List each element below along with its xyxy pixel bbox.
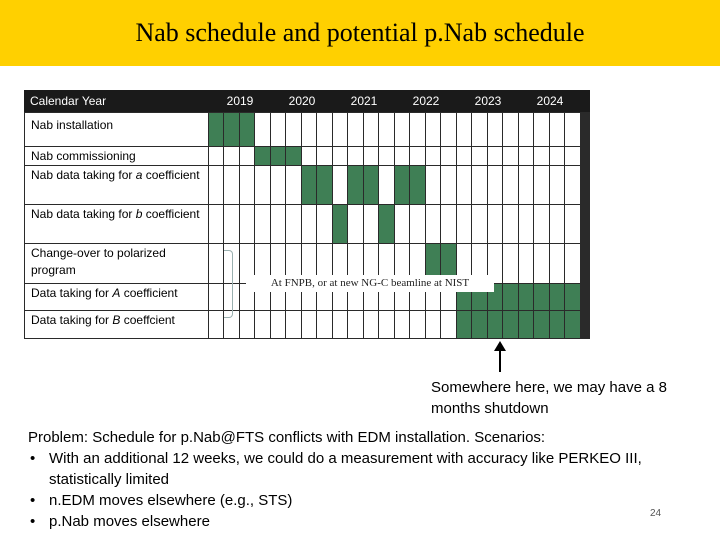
schedule-cell [534, 284, 549, 310]
schedule-cell [379, 147, 394, 165]
row-label: Data taking for B coeffcient [25, 311, 208, 338]
schedule-cell [488, 147, 503, 165]
scenario-list [28, 448, 698, 532]
schedule-cell [240, 147, 255, 165]
schedule-cell [519, 147, 534, 165]
label-symbol: A [112, 286, 121, 300]
schedule-cell [395, 166, 410, 204]
schedule-cell [550, 166, 565, 204]
schedule-cell [286, 205, 301, 243]
schedule-cell [255, 147, 270, 165]
schedule-cell [457, 113, 472, 146]
schedule-cell [503, 166, 518, 204]
schedule-cell [426, 113, 441, 146]
schedule-cell [240, 166, 255, 204]
schedule-cell [457, 311, 472, 338]
schedule-cell [317, 311, 332, 338]
calendar-year-label: Calendar Year [30, 94, 107, 108]
schedule-cell [379, 311, 394, 338]
slide-title: Nab schedule and potential p.Nab schedule [135, 18, 585, 47]
year-label: 2024 [536, 94, 564, 108]
schedule-cell [209, 113, 224, 146]
schedule-cell [209, 205, 224, 243]
schedule-cell [488, 311, 503, 338]
schedule-cell [410, 113, 425, 146]
schedule-cell [503, 113, 518, 146]
schedule-cell [472, 147, 487, 165]
schedule-cell [240, 113, 255, 146]
schedule-cell [565, 244, 580, 283]
year-label: 2019 [226, 94, 254, 108]
schedule-cell [565, 113, 580, 146]
year-label: 2021 [350, 94, 378, 108]
schedule-cell [426, 166, 441, 204]
schedule-cell [271, 147, 286, 165]
schedule-cell [379, 166, 394, 204]
schedule-cell [224, 205, 239, 243]
schedule-cell [333, 113, 348, 146]
year-label: 2020 [288, 94, 316, 108]
schedule-cell [364, 205, 379, 243]
schedule-cell [317, 147, 332, 165]
schedule-cell [395, 147, 410, 165]
schedule-cell [550, 147, 565, 165]
schedule-cell [209, 147, 224, 165]
schedule-cell [209, 311, 224, 338]
scenario-text: With an additional 12 weeks, we could do a measurement with accuracy like PERKEO III, statistically limited [49, 450, 642, 488]
schedule-cell [364, 311, 379, 338]
row-label: Nab installation [25, 113, 208, 146]
schedule-cell [519, 311, 534, 338]
schedule-cell [317, 205, 332, 243]
schedule-cell [534, 147, 549, 165]
year-label: 2022 [412, 94, 440, 108]
schedule-cell [240, 311, 255, 338]
scenario-item [28, 511, 698, 532]
schedule-cell [441, 205, 456, 243]
schedule-cell [286, 113, 301, 146]
schedule-cell [333, 311, 348, 338]
schedule-cell [333, 147, 348, 165]
schedule-cell [317, 113, 332, 146]
schedule-cell [364, 147, 379, 165]
schedule-cell [503, 244, 518, 283]
schedule-cell [550, 244, 565, 283]
row-label: Nab data taking for a coefficient [25, 166, 208, 204]
schedule-cell [224, 166, 239, 204]
schedule-cell [333, 166, 348, 204]
schedule-cell [302, 205, 317, 243]
schedule-cell [550, 284, 565, 310]
row-label: Change-over to polarized program [25, 244, 208, 283]
shutdown-annotation: Somewhere here, we may have a 8 months shutdown [431, 379, 667, 417]
scenario-text: n.EDM moves elsewhere (e.g., STS) [49, 492, 293, 509]
schedule-cell [271, 113, 286, 146]
schedule-cell [302, 147, 317, 165]
schedule-cell [441, 311, 456, 338]
schedule-cell [550, 311, 565, 338]
schedule-cell [519, 284, 534, 310]
schedule-cell [519, 166, 534, 204]
schedule-cell [410, 205, 425, 243]
schedule-table [24, 90, 590, 339]
scenario-item [28, 448, 698, 490]
bracket-marker [224, 250, 233, 318]
schedule-cell [410, 166, 425, 204]
schedule-cell [240, 205, 255, 243]
schedule-cell [348, 311, 363, 338]
schedule-cell [286, 166, 301, 204]
schedule-cell [410, 311, 425, 338]
schedule-cell [333, 205, 348, 243]
schedule-cell [410, 147, 425, 165]
schedule-cell [534, 244, 549, 283]
schedule-cell [519, 205, 534, 243]
schedule-cell [565, 205, 580, 243]
problem-section [28, 427, 698, 532]
schedule-cell [457, 205, 472, 243]
schedule-cell [224, 113, 239, 146]
schedule-cell [209, 166, 224, 204]
schedule-cell [503, 284, 518, 310]
bullet-icon: • [30, 513, 36, 530]
year-label: 2023 [474, 94, 502, 108]
schedule-cell [255, 205, 270, 243]
schedule-cell [472, 113, 487, 146]
schedule-cell [209, 284, 224, 310]
scenario-item [28, 490, 698, 511]
schedule-cell [534, 311, 549, 338]
scenario-text: p.Nab moves elsewhere [49, 513, 210, 530]
schedule-cell [395, 113, 410, 146]
schedule-cell [271, 311, 286, 338]
schedule-cell [364, 113, 379, 146]
schedule-cell [488, 205, 503, 243]
row-label: Nab commissioning [25, 147, 208, 165]
schedule-cell [550, 205, 565, 243]
schedule-cell [457, 166, 472, 204]
up-arrow-shaft [499, 350, 501, 372]
bullet-icon: • [30, 450, 36, 467]
label-symbol: a [135, 168, 143, 182]
schedule-cell [488, 113, 503, 146]
problem-intro: Problem: Schedule for p.Nab@FTS conflicts with EDM installation. Scenarios: [28, 429, 546, 446]
schedule-cell [426, 311, 441, 338]
schedule-cell [271, 205, 286, 243]
schedule-cell [441, 147, 456, 165]
schedule-cell [224, 147, 239, 165]
schedule-cell [565, 166, 580, 204]
schedule-cell [519, 244, 534, 283]
label-symbol: B [112, 313, 121, 327]
beamline-note: At FNPB, or at new NG-C beamline at NIST [246, 275, 494, 292]
schedule-cell [472, 166, 487, 204]
schedule-cell [565, 284, 580, 310]
schedule-cell [441, 113, 456, 146]
schedule-cell [503, 147, 518, 165]
schedule-cell [364, 166, 379, 204]
schedule-cell [348, 205, 363, 243]
schedule-cell [534, 166, 549, 204]
schedule-cell [395, 311, 410, 338]
row-label: Data taking for A coefficient [25, 284, 208, 310]
schedule-cell [472, 311, 487, 338]
schedule-cell [534, 113, 549, 146]
bullet-icon: • [30, 492, 36, 509]
schedule-cell [348, 166, 363, 204]
schedule-cell [255, 311, 270, 338]
schedule-cell [348, 113, 363, 146]
schedule-cell [519, 113, 534, 146]
schedule-cell [286, 311, 301, 338]
schedule-cell [565, 147, 580, 165]
schedule-cell [565, 311, 580, 338]
schedule-cell [302, 113, 317, 146]
schedule-cell [488, 166, 503, 204]
schedule-cell [550, 113, 565, 146]
schedule-cell [302, 311, 317, 338]
schedule-cell [379, 205, 394, 243]
schedule-cell [503, 311, 518, 338]
schedule-cell [255, 113, 270, 146]
schedule-cell [457, 147, 472, 165]
page-number: 24 [650, 508, 662, 519]
label-symbol: b [135, 207, 143, 221]
schedule-cell [209, 244, 224, 283]
schedule-cell [395, 205, 410, 243]
schedule-cell [441, 166, 456, 204]
schedule-cell [317, 166, 332, 204]
schedule-cell [534, 205, 549, 243]
schedule-cell [286, 147, 301, 165]
schedule-cell [348, 147, 363, 165]
schedule-cell [255, 166, 270, 204]
row-label: Nab data taking for b coefficient [25, 205, 208, 243]
schedule-cell [271, 166, 286, 204]
schedule-cell [302, 166, 317, 204]
schedule-cell [426, 205, 441, 243]
schedule-cell [472, 205, 487, 243]
schedule-cell [426, 147, 441, 165]
schedule-cell [503, 205, 518, 243]
schedule-cell [379, 113, 394, 146]
